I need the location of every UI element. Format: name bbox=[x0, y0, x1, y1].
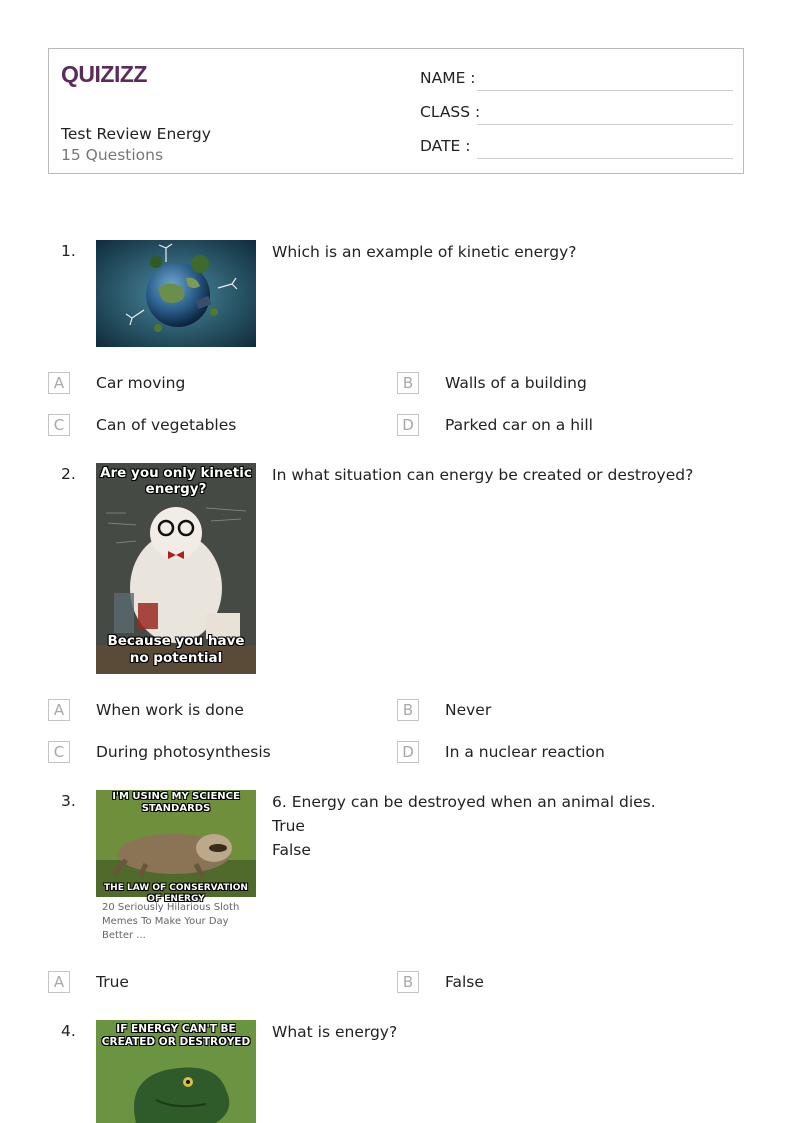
meme-top-text: IF ENERGY CAN'T BE CREATED OR DESTROYED bbox=[101, 1023, 251, 1048]
meme-bottom-text: THE LAW OF CONSERVATION OF ENERGY bbox=[104, 883, 248, 904]
worksheet-header bbox=[48, 48, 744, 174]
option-d-box[interactable]: D bbox=[397, 741, 419, 763]
class-label: CLASS : bbox=[420, 103, 481, 121]
quizizz-logo bbox=[61, 57, 153, 89]
option-d-text: Parked car on a hill bbox=[445, 416, 593, 434]
philosoraptor-meme-image bbox=[96, 1020, 256, 1123]
option-a-text: True bbox=[96, 973, 129, 991]
option-b-box[interactable]: B bbox=[397, 971, 419, 993]
option-a-box[interactable]: A bbox=[48, 971, 70, 993]
date-label: DATE : bbox=[420, 137, 471, 155]
image-caption: 20 Seriously Hilarious Sloth Memes To Make Your Day Better ... bbox=[102, 902, 240, 941]
question-text-line-2: True bbox=[272, 817, 305, 835]
date-line[interactable] bbox=[477, 158, 733, 159]
worksheet-subtitle: 15 Questions bbox=[61, 146, 164, 164]
option-c-text: Can of vegetables bbox=[96, 416, 237, 434]
option-a-box[interactable]: A bbox=[48, 699, 70, 721]
meme-bottom-text: Because you have no potential bbox=[107, 633, 245, 666]
worksheet-title: Test Review Energy bbox=[61, 125, 211, 143]
question-text: In what situation can energy be created or destroyed? bbox=[272, 466, 694, 484]
question-text-line-1: 6. Energy can be destroyed when an animal dies. bbox=[272, 793, 656, 811]
name-label: NAME : bbox=[420, 69, 476, 87]
question-text: Which is an example of kinetic energy? bbox=[272, 243, 577, 261]
sloth-meme-image bbox=[96, 790, 256, 904]
option-a-text: Car moving bbox=[96, 374, 186, 392]
question-number: 4. bbox=[61, 1022, 76, 1040]
svg-text:QUIZIZZ: QUIZIZZ bbox=[61, 61, 147, 87]
option-c-text: During photosynthesis bbox=[96, 743, 271, 761]
option-b-text: Never bbox=[445, 701, 492, 719]
option-c-box[interactable]: C bbox=[48, 741, 70, 763]
question-text: What is energy? bbox=[272, 1023, 398, 1041]
option-b-text: Walls of a building bbox=[445, 374, 587, 392]
option-d-text: In a nuclear reaction bbox=[445, 743, 605, 761]
class-line[interactable] bbox=[477, 124, 733, 125]
meme-top-text: Are you only kinetic energy? bbox=[100, 465, 252, 497]
name-line[interactable] bbox=[477, 90, 733, 91]
question-number: 1. bbox=[61, 242, 76, 260]
science-cat-meme-image bbox=[96, 463, 256, 674]
question-number: 3. bbox=[61, 792, 76, 810]
option-b-text: False bbox=[445, 973, 484, 991]
meme-top-text: I'M USING MY SCIENCE STANDARDS bbox=[112, 791, 240, 814]
option-d-box[interactable]: D bbox=[397, 414, 419, 436]
question-number: 2. bbox=[61, 465, 76, 483]
option-a-box[interactable]: A bbox=[48, 372, 70, 394]
option-a-text: When work is done bbox=[96, 701, 244, 719]
question-text-line-3: False bbox=[272, 841, 311, 859]
option-b-box[interactable]: B bbox=[397, 699, 419, 721]
option-b-box[interactable]: B bbox=[397, 372, 419, 394]
earth-turbines-image bbox=[96, 240, 256, 347]
option-c-box[interactable]: C bbox=[48, 414, 70, 436]
